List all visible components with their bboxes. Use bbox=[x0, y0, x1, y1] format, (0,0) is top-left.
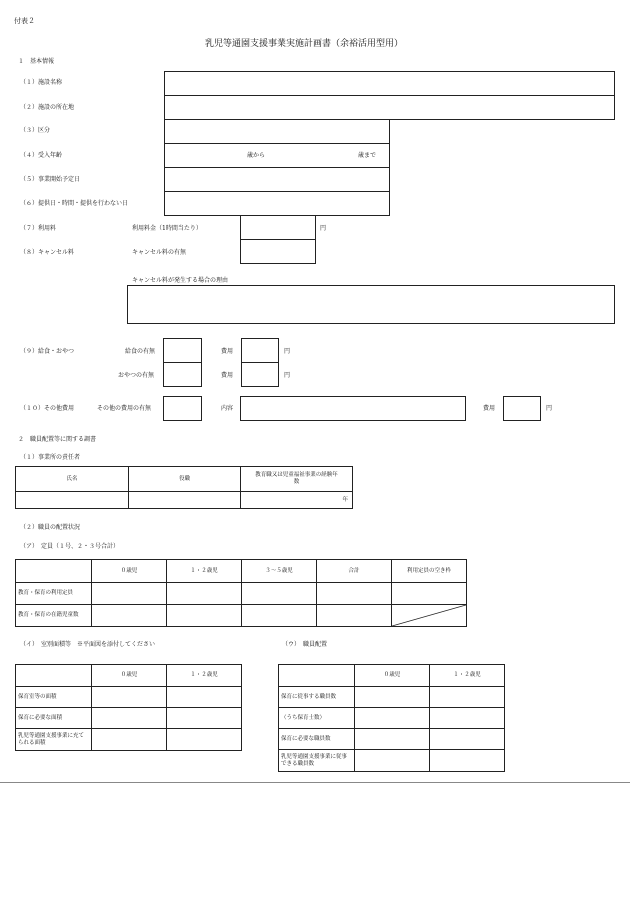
capacity-row-label: 教育・保育の利用定員 bbox=[16, 583, 92, 605]
snack-field[interactable] bbox=[163, 362, 202, 387]
table-cell[interactable] bbox=[92, 729, 167, 751]
table-cell[interactable] bbox=[430, 729, 505, 750]
category-label: （３）区分 bbox=[20, 127, 51, 134]
meal-cost-unit: 円 bbox=[284, 348, 291, 355]
table-cell[interactable] bbox=[92, 687, 167, 708]
staff-age0-header: ０歳児 bbox=[355, 665, 430, 687]
staff-header-row bbox=[279, 665, 505, 687]
age-to-text: 歳まで bbox=[358, 152, 377, 159]
year-unit: 年 bbox=[342, 496, 348, 503]
staff-row-label: 保育に必要な職員数 bbox=[279, 729, 355, 750]
table-cell[interactable] bbox=[392, 583, 467, 605]
room-heading: （イ） 室別面積等 ※平面図を添付してください bbox=[20, 641, 156, 648]
staff-table bbox=[278, 664, 505, 772]
cancel-reason-field[interactable] bbox=[127, 285, 615, 324]
table-cell[interactable] bbox=[317, 583, 392, 605]
manager-position-cell[interactable] bbox=[129, 492, 241, 509]
manager-name-header: 氏名 bbox=[16, 467, 129, 492]
table-cell[interactable] bbox=[167, 583, 242, 605]
facility-address-field[interactable] bbox=[164, 95, 615, 120]
other-content-field[interactable] bbox=[240, 396, 466, 421]
capacity-age35-header: ３～５歳児 bbox=[242, 560, 317, 583]
meal-field[interactable] bbox=[163, 338, 202, 363]
capacity-total-header: 合計 bbox=[317, 560, 392, 583]
facility-name-field[interactable] bbox=[164, 71, 615, 96]
other-cost-field[interactable] bbox=[163, 396, 202, 421]
other-content-label: 内容 bbox=[221, 405, 234, 412]
table-cell[interactable] bbox=[317, 605, 392, 627]
start-date-field[interactable] bbox=[164, 167, 390, 192]
manager-name-cell[interactable] bbox=[16, 492, 129, 509]
category-field[interactable] bbox=[164, 119, 390, 144]
meal-sub-label: 給食の有無 bbox=[125, 348, 156, 355]
other-cost-sub-label: その他の費用の有無 bbox=[97, 405, 152, 412]
other-cost-amount-label: 費用 bbox=[483, 405, 496, 412]
facility-address-label: （２）施設の所在地 bbox=[20, 104, 75, 111]
section1-heading: １ 基本情報 bbox=[18, 58, 55, 65]
manager-header-row bbox=[16, 467, 353, 492]
table-row bbox=[16, 687, 242, 708]
meal-cost-label: 費用 bbox=[221, 348, 234, 355]
capacity-vacancy-header: 利用定員の空き枠 bbox=[392, 560, 467, 583]
table-cell[interactable] bbox=[355, 708, 430, 729]
table-cell[interactable] bbox=[430, 750, 505, 772]
table-cell[interactable] bbox=[167, 605, 242, 627]
table-row bbox=[279, 687, 505, 708]
staff-corner-cell bbox=[279, 665, 355, 687]
table-row bbox=[16, 708, 242, 729]
age-label: （４）受入年齢 bbox=[20, 152, 63, 159]
table-cell[interactable] bbox=[355, 750, 430, 772]
room-age0-header: ０歳児 bbox=[92, 665, 167, 687]
cancel-field[interactable] bbox=[240, 239, 316, 264]
room-row-label: 保育に必要な面積 bbox=[16, 708, 92, 729]
diagonal-cell bbox=[392, 605, 467, 627]
table-cell[interactable] bbox=[430, 708, 505, 729]
snack-cost-unit: 円 bbox=[284, 372, 291, 379]
cancel-label: （８）キャンセル料 bbox=[20, 249, 75, 256]
facility-name-label: （１）施設名称 bbox=[20, 79, 63, 86]
days-field[interactable] bbox=[164, 191, 390, 216]
days-label: （６）提供日・時間・提供を行わない日 bbox=[20, 200, 129, 207]
table-cell[interactable] bbox=[355, 687, 430, 708]
table-row bbox=[16, 729, 242, 751]
snack-cost-field[interactable] bbox=[241, 362, 279, 387]
table-cell[interactable] bbox=[92, 605, 167, 627]
room-header-row bbox=[16, 665, 242, 687]
capacity-corner-cell bbox=[16, 560, 92, 583]
other-cost-amount-field[interactable] bbox=[503, 396, 541, 421]
table-cell[interactable] bbox=[92, 583, 167, 605]
manager-years-cell[interactable] bbox=[241, 492, 353, 509]
table-cell[interactable] bbox=[430, 687, 505, 708]
table-cell[interactable] bbox=[167, 708, 242, 729]
staff-row-label: （うち保育士数） bbox=[279, 708, 355, 729]
age-field[interactable] bbox=[164, 143, 390, 168]
snack-sub-label: おやつの有無 bbox=[118, 372, 155, 379]
capacity-heading: （ア） 定員（１号、２・３号合計） bbox=[20, 543, 120, 550]
manager-table bbox=[15, 466, 353, 509]
other-cost-label: （１０）その他費用 bbox=[20, 405, 75, 412]
capacity-header-row bbox=[16, 560, 467, 583]
room-age12-header: １・２歳児 bbox=[167, 665, 242, 687]
fee-unit: 円 bbox=[320, 225, 327, 232]
room-table bbox=[15, 664, 242, 751]
table-cell[interactable] bbox=[242, 583, 317, 605]
staff-row-label: 乳児等通園支援事業に従事できる職員数 bbox=[279, 750, 355, 772]
manager-data-row bbox=[16, 492, 353, 509]
staffing-heading: （２）職員の配置状況 bbox=[20, 524, 81, 531]
manager-heading: （１）事業所の責任者 bbox=[20, 454, 81, 461]
cancel-sub-label: キャンセル料の有無 bbox=[132, 249, 187, 256]
other-cost-unit: 円 bbox=[546, 405, 553, 412]
page-title: 乳児等通園支援事業実施計画書（余裕活用型用） bbox=[205, 39, 404, 49]
fee-label: （７）利用料 bbox=[20, 225, 57, 232]
room-corner-cell bbox=[16, 665, 92, 687]
table-cell[interactable] bbox=[242, 605, 317, 627]
table-cell[interactable] bbox=[355, 729, 430, 750]
staff-heading: （ウ） 職員配置 bbox=[282, 641, 328, 648]
start-date-label: （５）事業開始予定日 bbox=[20, 176, 81, 183]
section2-heading: ２ 職員配置等に関する調書 bbox=[18, 436, 97, 443]
meal-cost-field[interactable] bbox=[241, 338, 279, 363]
capacity-table bbox=[15, 559, 467, 627]
table-cell[interactable] bbox=[92, 708, 167, 729]
cancel-reason-label: キャンセル料が発生する場合の理由 bbox=[132, 277, 229, 284]
room-row-label: 乳児等通園支援事業に充てられる面積 bbox=[16, 729, 92, 751]
table-cell[interactable] bbox=[167, 729, 242, 751]
table-row bbox=[279, 750, 505, 772]
diagonal-line bbox=[392, 605, 466, 626]
table-row bbox=[16, 583, 467, 605]
staff-row-label: 保育に従事する職員数 bbox=[279, 687, 355, 708]
meal-label: （９）給食・おやつ bbox=[20, 348, 75, 355]
age-from-text: 歳から bbox=[247, 152, 266, 159]
table-row bbox=[16, 605, 467, 627]
table-row bbox=[279, 708, 505, 729]
fee-sub-label: 利用料金（1時間当たり） bbox=[132, 225, 202, 232]
table-cell[interactable] bbox=[167, 687, 242, 708]
table-row bbox=[279, 729, 505, 750]
manager-experience-header: 教育職又は児童福祉事業の経験年数 bbox=[241, 467, 353, 492]
staff-age12-header: １・２歳児 bbox=[430, 665, 505, 687]
attachment-label: 付表２ bbox=[14, 17, 35, 25]
fee-field[interactable] bbox=[240, 215, 316, 240]
snack-cost-label: 費用 bbox=[221, 372, 234, 379]
capacity-age12-header: １・２歳児 bbox=[167, 560, 242, 583]
manager-position-header: 役職 bbox=[129, 467, 241, 492]
capacity-row-label: 教育・保育の在籍児童数 bbox=[16, 605, 92, 627]
room-row-label: 保育室等の面積 bbox=[16, 687, 92, 708]
capacity-age0-header: ０歳児 bbox=[92, 560, 167, 583]
